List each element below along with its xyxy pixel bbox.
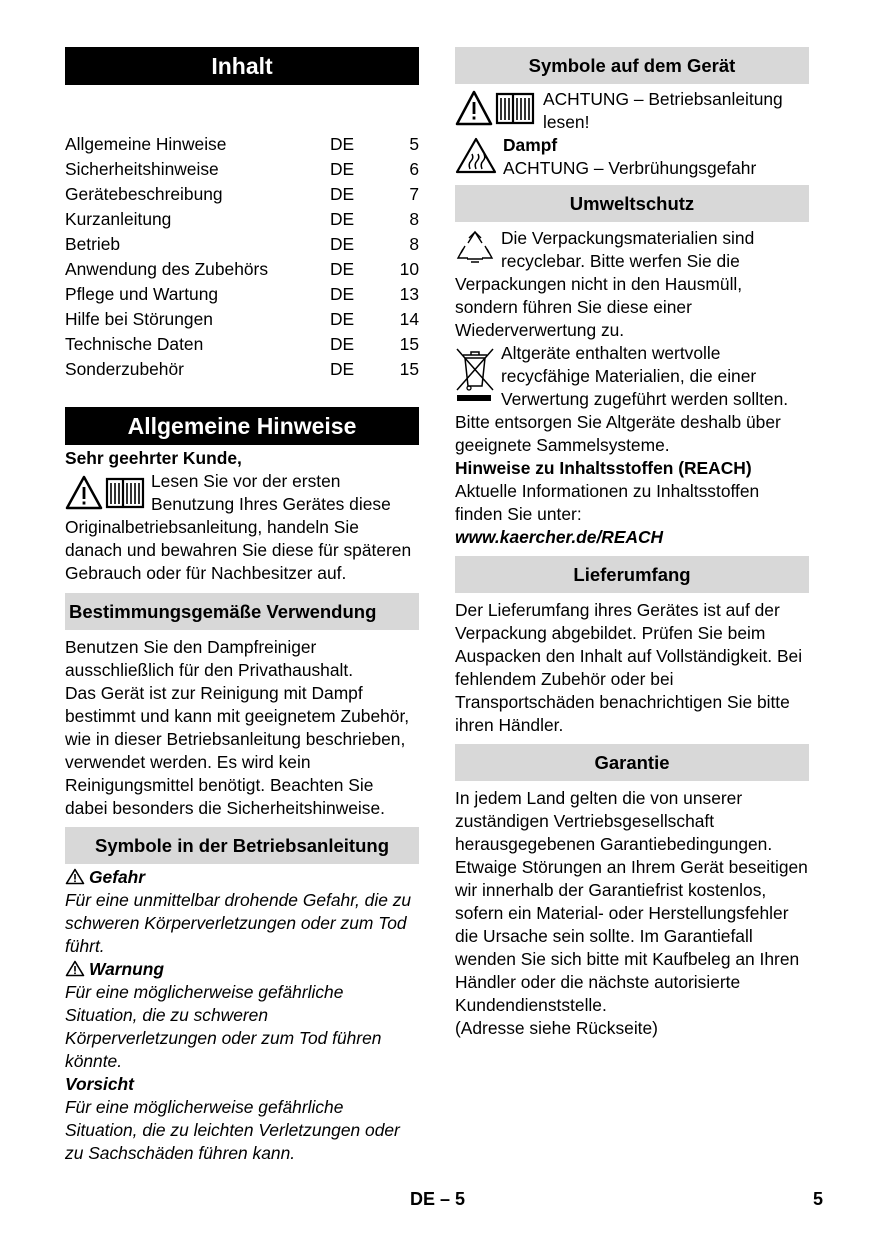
symbol-manual-text: ACHTUNG – Betriebsanleitung lesen!	[543, 89, 783, 132]
toc-entry-lang: DE	[330, 309, 355, 329]
toc-row[interactable]	[65, 332, 419, 357]
danger-warning-icon	[65, 868, 85, 885]
warning-triangle-icon	[65, 960, 85, 977]
toc-entry-page: 5	[409, 134, 419, 154]
environment-oldunits-block	[455, 342, 809, 457]
environment-packaging-block	[455, 227, 809, 342]
danger-label-line	[65, 866, 419, 889]
toc-entry-title: Kurzanleitung	[65, 209, 172, 229]
environment-oldunits-text: Altgeräte enthalten wertvolle recycfähige Materialien, die einer Verwertung zugeführt werden sollten. Bitte entsorgen Sie Altgeräte deshalb über geeignete Sammelsysteme.	[455, 343, 789, 455]
symbol-manual-block	[455, 88, 809, 134]
toc-entry-page: 14	[399, 309, 419, 329]
toc-entry-page: 8	[409, 234, 419, 254]
toc-row[interactable]	[65, 307, 419, 332]
footer-page-label: DE – 5	[410, 1189, 466, 1209]
toc-heading: Inhalt	[65, 47, 419, 85]
toc-entry-lang: DE	[330, 359, 355, 379]
toc-row[interactable]	[65, 157, 419, 182]
toc-entry-title: Sonderzubehör	[65, 359, 184, 379]
toc-entry-title: Hilfe bei Störungen	[65, 309, 213, 329]
toc-row[interactable]	[65, 232, 419, 257]
warning-label-line	[65, 958, 419, 981]
intro-block	[65, 470, 419, 585]
recycle-icon	[455, 229, 495, 267]
toc-entry-title: Gerätebeschreibung	[65, 184, 223, 204]
toc-entry-lang: DE	[330, 209, 355, 229]
toc-entry-lang: DE	[330, 134, 355, 154]
toc-row[interactable]	[65, 257, 419, 282]
toc-entry-title: Allgemeine Hinweise	[65, 134, 227, 154]
steam-label: Dampf	[503, 135, 558, 155]
warranty-text: In jedem Land gelten die von unserer zuständigen Vertriebsgesellschaft herausgegebenen Garantiebedingungen. Etwaige Störungen an Ihrem Gerät beseitigen wir innerhalb der Garantiefrist kostenlos, sofern ein Material- oder Herstellungsfehler die Ursache sein sollte. Im Garantiefall wenden Sie sich bitte mit Kaufbeleg an Ihren Händler oder die nächste autorisierte Kundendienststelle.	[455, 788, 808, 1015]
toc-entry-title: Pflege und Wartung	[65, 284, 219, 304]
toc-entry-lang: DE	[330, 284, 355, 304]
warning-text: Für eine möglicherweise gefährliche Situation, die zu schweren Körperverletzungen oder zum Tod führen könnte.	[65, 982, 382, 1071]
manual-symbols-heading: Symbole in der Betriebsanleitung	[65, 827, 419, 864]
intended-use-heading: Bestimmungsgemäße Verwendung	[65, 593, 419, 630]
warning-manual-icon	[455, 88, 535, 128]
scope-heading: Lieferumfang	[455, 556, 809, 593]
toc-entry-title: Sicherheitshinweise	[65, 159, 219, 179]
reach-link[interactable]: www.kaercher.de/REACH	[455, 527, 664, 547]
reach-heading: Hinweise zu Inhaltsstoffen (REACH)	[455, 458, 752, 478]
toc-entry-lang: DE	[330, 259, 355, 279]
toc-entry-page: 15	[399, 334, 419, 354]
warranty-address: (Adresse siehe Rückseite)	[455, 1018, 658, 1038]
reach-text: Aktuelle Informationen zu Inhaltsstoffen finden Sie unter:	[455, 481, 760, 524]
toc-row[interactable]	[65, 182, 419, 207]
toc-entry-title: Betrieb	[65, 234, 121, 254]
danger-text: Für eine unmittelbar drohende Gefahr, die zu schweren Körperverletzungen oder zum Tod führt.	[65, 890, 412, 956]
table-of-contents	[65, 132, 419, 382]
toc-entry-lang: DE	[330, 234, 355, 254]
toc-entry-lang: DE	[330, 159, 355, 179]
toc-entry-page: 10	[399, 259, 419, 279]
environment-heading: Umweltschutz	[455, 185, 809, 222]
toc-row[interactable]	[65, 357, 419, 382]
warranty-heading: Garantie	[455, 744, 809, 781]
toc-entry-page: 7	[409, 184, 419, 204]
caution-label: Vorsicht	[65, 1074, 134, 1094]
toc-entry-title: Technische Daten	[65, 334, 204, 354]
toc-entry-title: Anwendung des Zubehörs	[65, 259, 269, 279]
scope-text: Der Lieferumfang ihres Gerätes ist auf der Verpackung abgebildet. Prüfen Sie beim Auspacken den Inhalt auf Vollständigkeit. Bei fehlendem Zubehör oder bei Transportschäden benachrichtigen Sie bitte ihren Händler.	[455, 600, 803, 735]
toc-row[interactable]	[65, 207, 419, 232]
warning-manual-icon	[65, 474, 145, 512]
environment-packaging-text: Die Verpackungsmaterialien sind recyclebar. Bitte werfen Sie die Verpackungen nicht in den Hausmüll, sondern führen Sie diese einer Wiederverwertung zu.	[455, 228, 755, 340]
steam-text: ACHTUNG – Verbrühungsgefahr	[503, 158, 757, 178]
device-symbols-heading: Symbole auf dem Gerät	[455, 47, 809, 84]
toc-entry-lang: DE	[330, 334, 355, 354]
right-column	[455, 47, 809, 1040]
toc-row[interactable]	[65, 282, 419, 307]
intro-text: Lesen Sie vor der ersten Benutzung Ihres Gerätes diese Originalbetriebsanleitung, handeln Sie danach und bewahren Sie diese für späteren Gebrauch oder für Nachbesitzer auf.	[65, 471, 412, 583]
toc-entry-page: 13	[399, 284, 419, 304]
steam-warning-icon	[455, 137, 497, 175]
toc-entry-page: 15	[399, 359, 419, 379]
left-column	[65, 47, 419, 1165]
greeting: Sehr geehrter Kunde,	[65, 448, 242, 468]
footer-page-number: 5	[813, 1189, 824, 1209]
toc-entry-page: 6	[409, 159, 419, 179]
intended-use-text-1: Benutzen Sie den Dampfreiniger ausschließlich für den Privathaushalt.	[65, 637, 354, 680]
toc-row[interactable]	[65, 132, 419, 157]
general-notes-heading: Allgemeine Hinweise	[65, 407, 419, 445]
symbol-steam-block	[455, 134, 809, 180]
toc-entry-lang: DE	[330, 184, 355, 204]
warning-label: Warnung	[89, 959, 165, 979]
caution-text: Für eine möglicherweise gefährliche Situation, die zu leichten Verletzungen oder zu Sachschäden führen kann.	[65, 1097, 400, 1163]
danger-label: Gefahr	[89, 867, 146, 887]
crossed-bin-icon	[455, 346, 495, 402]
intended-use-text-2: Das Gerät ist zur Reinigung mit Dampf bestimmt und kann mit geeignetem Zubehör, wie in dieser Betriebsanleitung beschrieben, verwendet werden. Es wird kein Reinigungsmittel benötigt. Beachten Sie dabei besonders die Sicherheitshinweise.	[65, 683, 410, 818]
toc-entry-page: 8	[409, 209, 419, 229]
